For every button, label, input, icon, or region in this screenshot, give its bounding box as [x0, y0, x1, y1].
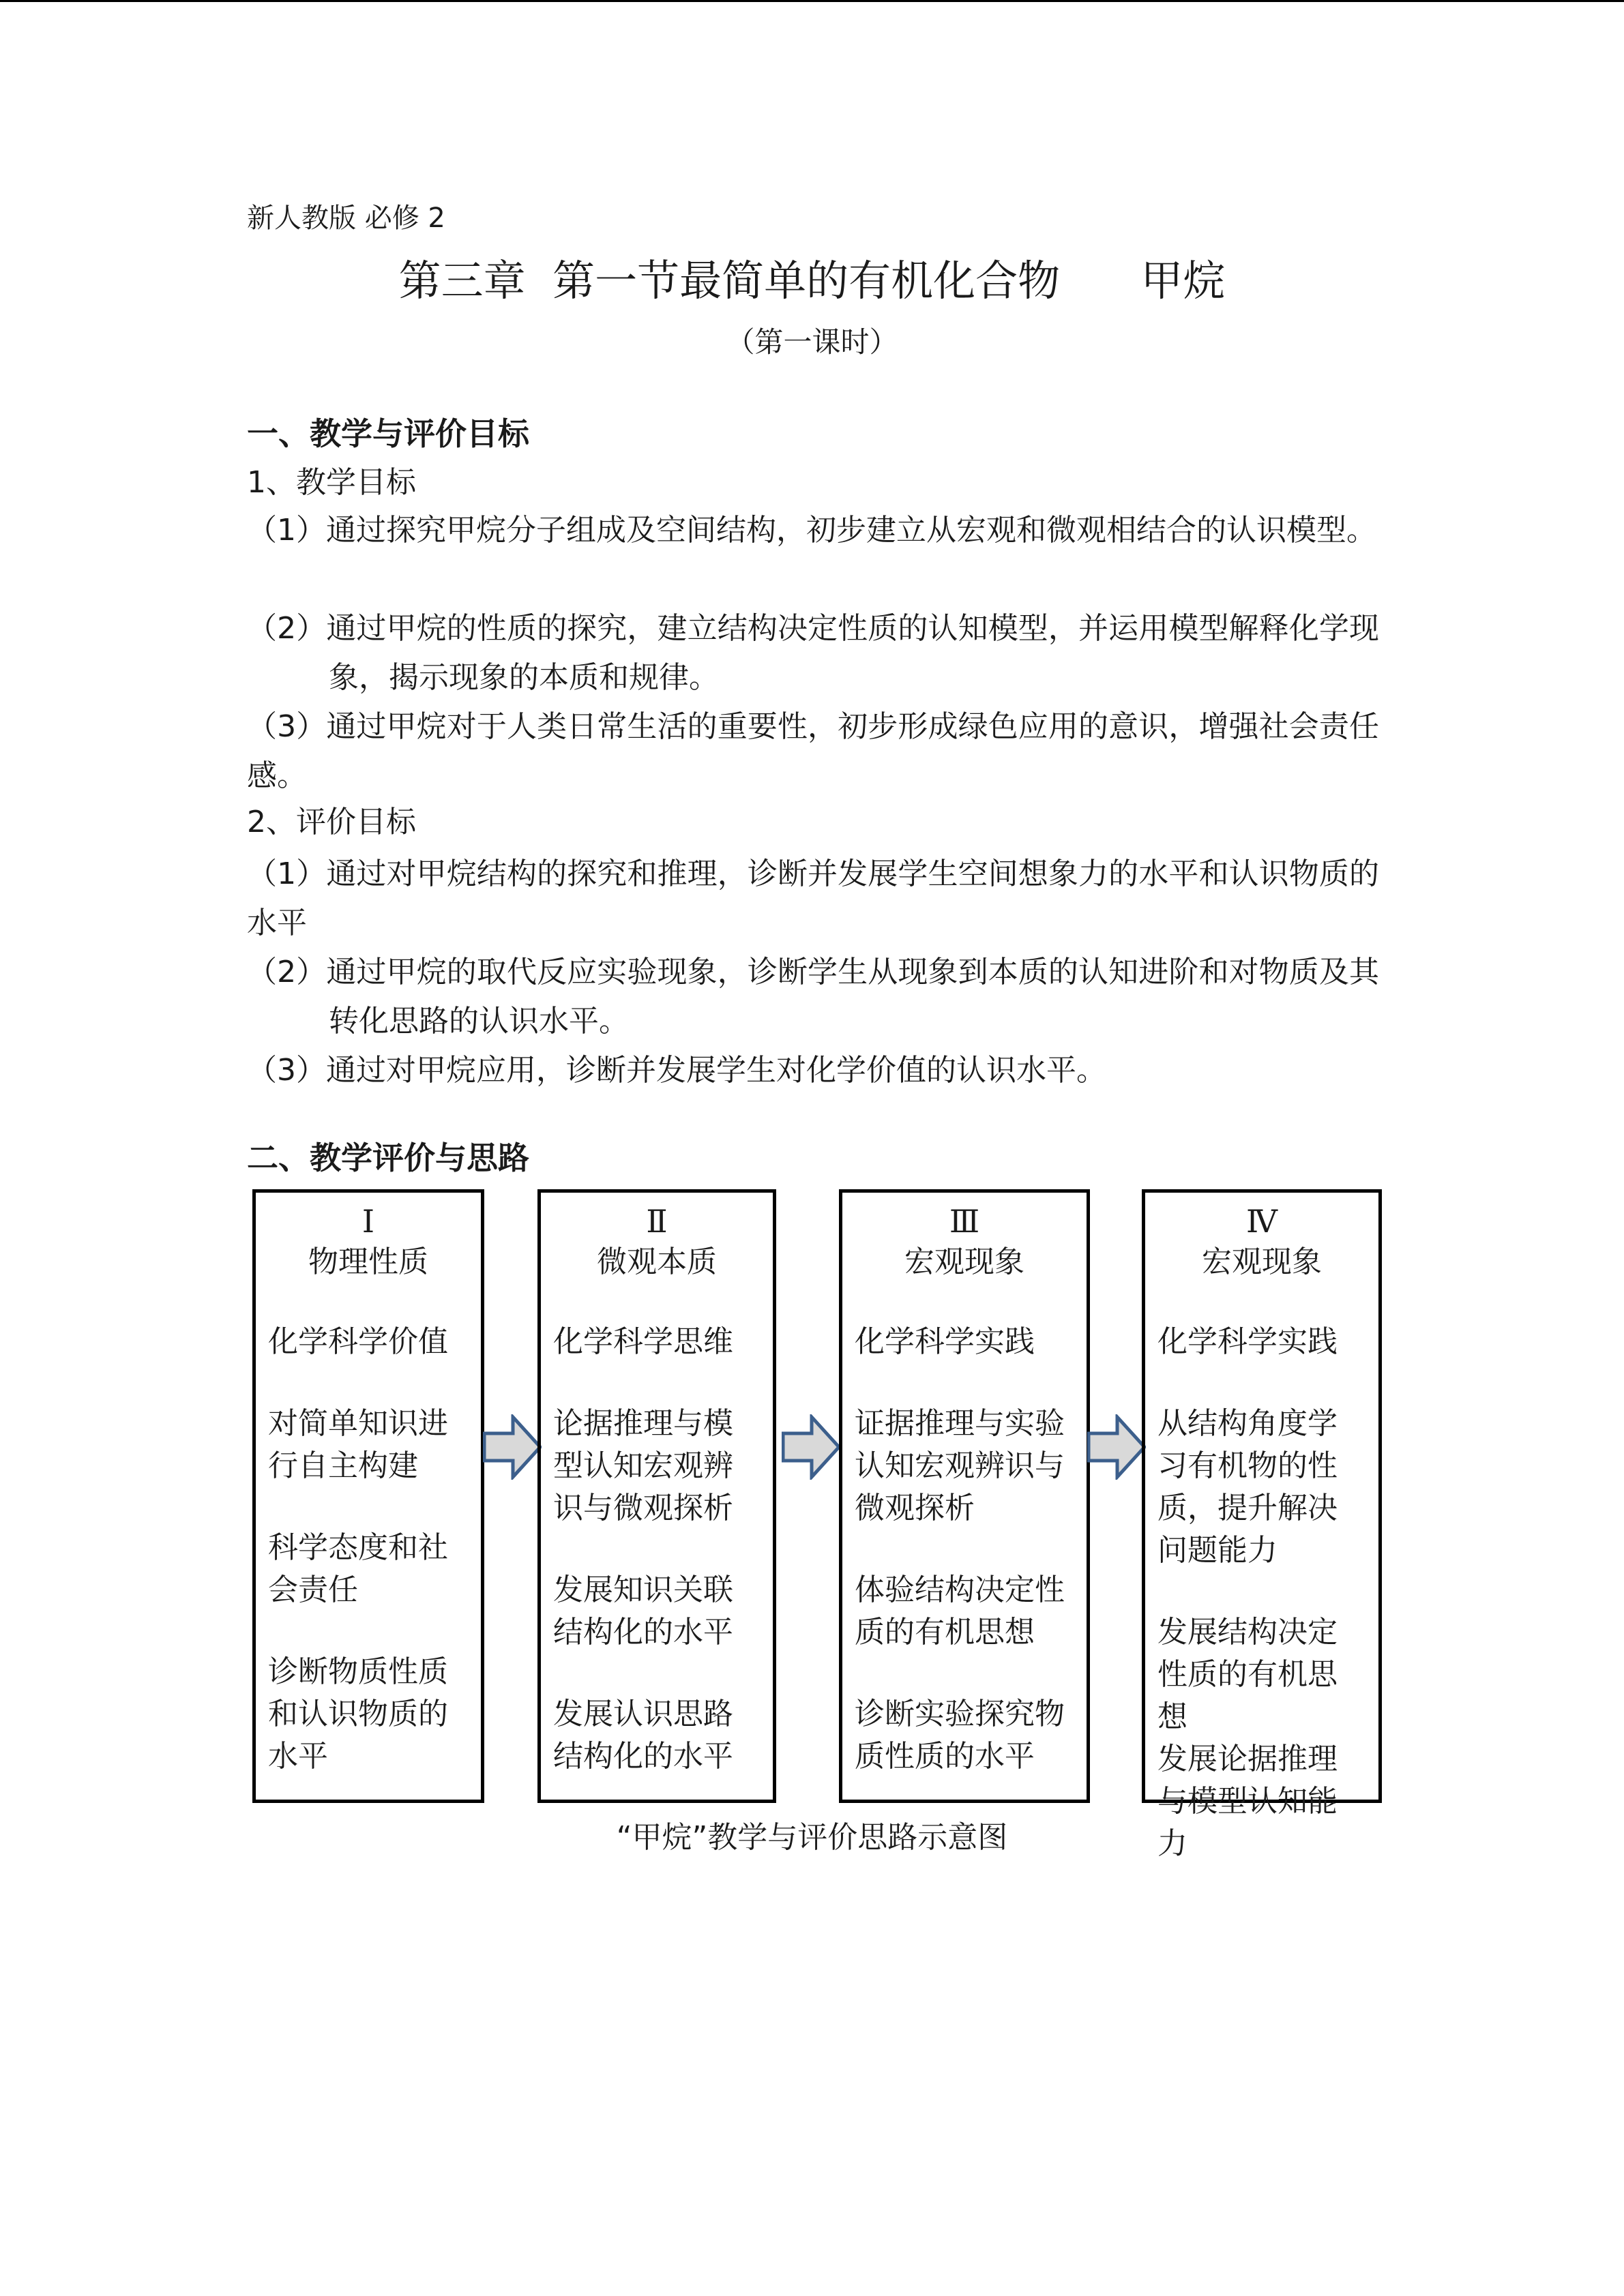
top-border-line — [0, 0, 1624, 2]
stage-numeral: Ⅲ — [949, 1203, 980, 1240]
arrow-right-icon — [1087, 1414, 1146, 1480]
stage-title: 微观本质 — [597, 1244, 717, 1279]
stage-item: 对简单知识进行自主构建 — [268, 1406, 448, 1483]
stage-item: 发展论据推理与模型认知能力 — [1157, 1742, 1338, 1861]
stage-item: 化学科学实践 — [855, 1324, 1035, 1359]
stage-title: 宏观现象 — [1202, 1244, 1322, 1279]
stage-item: 发展结构决定性质的有机思想 — [1157, 1615, 1338, 1734]
diagram-caption: “甲烷”教学与评价思路示意图 — [616, 1820, 1008, 1855]
stage-item: 从结构角度学习有机物的性质，提升解决问题能力 — [1157, 1406, 1338, 1568]
stage-numeral: Ⅳ — [1246, 1203, 1278, 1240]
stage-item: 化学科学实践 — [1157, 1324, 1338, 1359]
stage-numeral: Ⅱ — [646, 1203, 668, 1240]
stage-box-4 — [1142, 1189, 1382, 1861]
stage-box-1 — [252, 1189, 484, 1803]
arrow-right-icon — [782, 1414, 840, 1480]
stage-item: 诊断物质性质和认识物质的水平 — [268, 1654, 448, 1774]
subheading-evaluation-goals: 2、评价目标 — [247, 805, 416, 839]
stage-title: 物理性质 — [308, 1244, 428, 1279]
section-heading-thinking: 二、教学评价与思路 — [247, 1139, 529, 1176]
page-subtitle: （第一课时） — [726, 325, 898, 359]
evaluation-goal-3: （3）通过对甲烷应用，诊断并发展学生对化学价值的认识水平。 — [247, 1053, 1106, 1088]
subheading-teaching-goals: 1、教学目标 — [247, 465, 416, 500]
stage-item: 体验结构决定性质的有机思想 — [855, 1572, 1065, 1650]
stage-box-2 — [537, 1189, 776, 1803]
stage-numeral: Ⅰ — [361, 1203, 375, 1240]
stage-item: 科学态度和社会责任 — [268, 1530, 448, 1607]
evaluation-goal-1: （1）通过对甲烷结构的探究和推理，诊断并发展学生空间想象力的水平和认识物质的水平 — [247, 856, 1379, 940]
teaching-goal-3: （3）通过甲烷对于人类日常生活的重要性，初步形成绿色应用的意识，增强社会责任感。 — [247, 709, 1379, 793]
edition-label: 新人教版 必修 2 — [247, 203, 445, 234]
section-heading-objectives: 一、教学与评价目标 — [247, 415, 529, 452]
stage-item: 论据推理与模型认知宏观辨识与微观探析 — [553, 1406, 733, 1525]
stage-title: 宏观现象 — [904, 1244, 1024, 1279]
stage-item: 证据推理与实验认知宏观辨识与微观探析 — [855, 1406, 1065, 1525]
stage-item: 诊断实验探究物质性质的水平 — [855, 1697, 1065, 1774]
stage-item: 化学科学思维 — [553, 1324, 733, 1359]
evaluation-goal-2: （2）通过甲烷的取代反应实验现象，诊断学生从现象到本质的认知进阶和对物质及其转化思路的认识水平。 — [247, 955, 1379, 1039]
page-title: 第三章 第一节最简单的有机化合物 甲烷 — [398, 256, 1226, 305]
stage-item: 发展认识思路结构化的水平 — [553, 1697, 733, 1774]
teaching-goal-1: （1）通过探究甲烷分子组成及空间结构，初步建立从宏观和微观相结合的认识模型。 — [247, 513, 1376, 548]
arrow-right-icon — [483, 1414, 542, 1480]
teaching-goal-2: （2）通过甲烷的性质的探究，建立结构决定性质的认知模型，并运用模型解释化学现象，揭示现象的本质和规律。 — [247, 611, 1379, 695]
stage-box-3 — [839, 1189, 1090, 1803]
stage-item: 发展知识关联结构化的水平 — [553, 1572, 733, 1650]
stage-item: 化学科学价值 — [268, 1324, 448, 1359]
